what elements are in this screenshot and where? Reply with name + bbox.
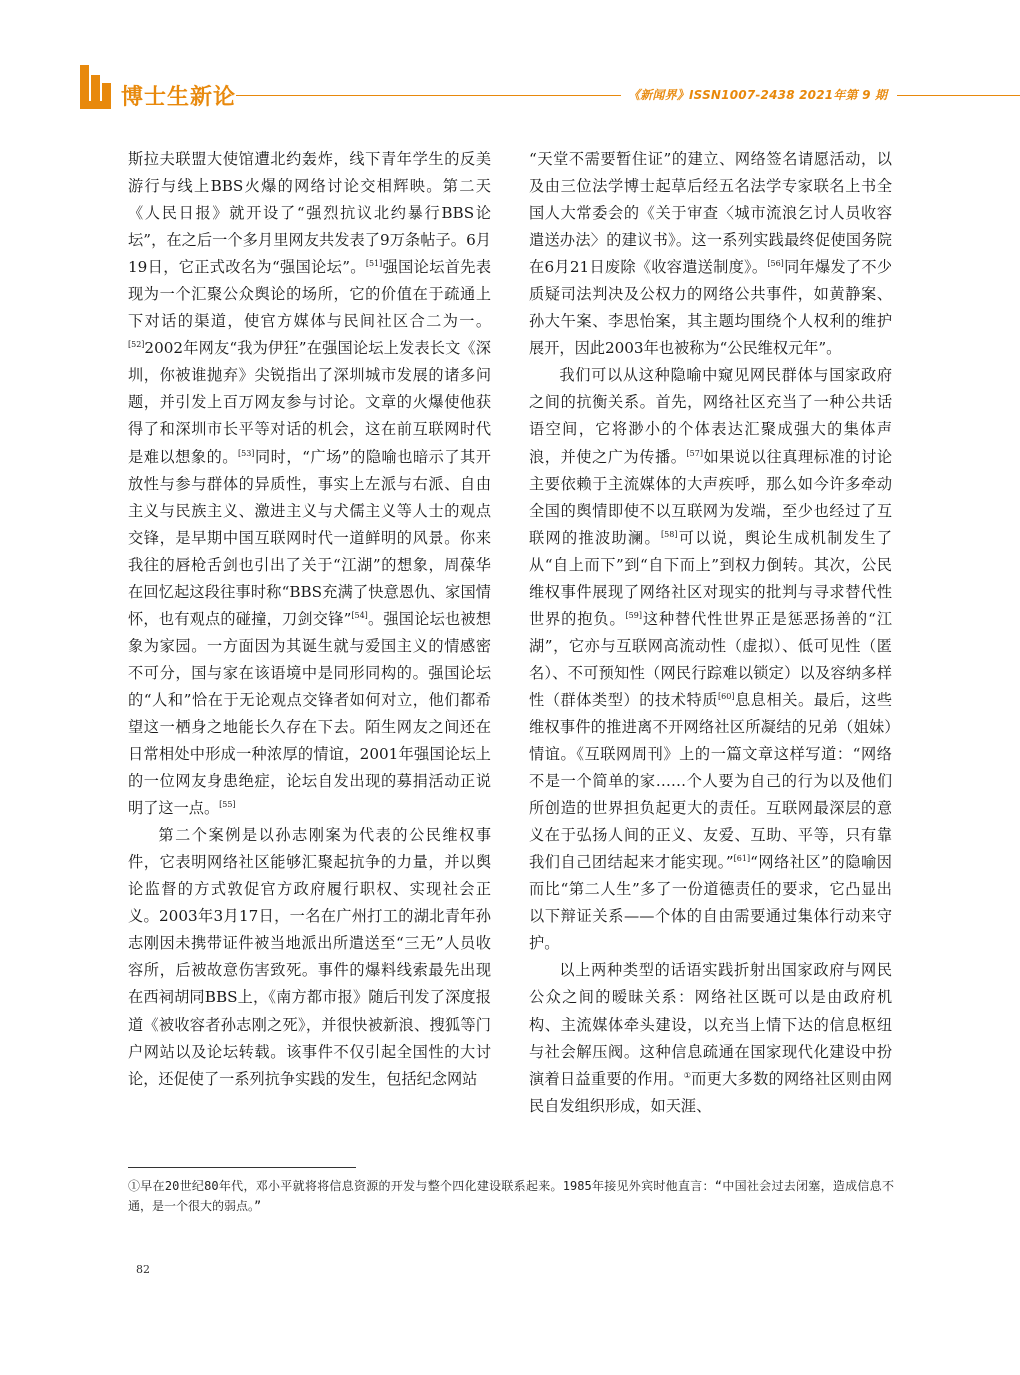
citation: [58] — [661, 529, 678, 539]
citation: [61] — [733, 854, 751, 864]
page-header — [0, 0, 1020, 130]
book-logo-icon — [80, 65, 112, 109]
citation: [56] — [767, 259, 784, 269]
left-column — [128, 146, 491, 1093]
citation: [59] — [625, 610, 642, 620]
header-rule-right — [897, 95, 1020, 96]
page-number: 82 — [136, 1263, 150, 1276]
citation: [52] — [128, 340, 145, 350]
paragraph: 斯拉夫联盟大使馆遭北约轰炸，线下青年学生的反美游行与线上BBS火爆的网络讨论交相辉映。第二天《人民日报》就开设了“强烈抗议北约暴行BBS论坛”，在之后一个多月里网友共发表了9万条帖子。6月19日，它正式改名为“强国论坛”。[51]强国论坛首先表现为一个汇聚公众舆论的场所，它的价值在于疏通上下对话的渠道，使官方媒体与民间社区合二为一。[52]2002年网友“我为伊狂”在强国论坛上发表长文《深圳，你被谁抛弃》尖锐指出了深圳城市发展的诸多问题，并引发上百万网友参与讨论。文章的火爆使他获得了和深圳市长平等对话的机会，这在前互联网时代是难以想象的。[53]同时，“广场”的隐喻也暗示了其开放性与参与群体的异质性，事实上左派与右派、自由主义与民族主义、激进主义与犬儒主义等人士的观点交锋，是早期中国互联网时代一道鲜明的风景。你来我往的唇枪舌剑也引出了关于“江湖”的想象，周葆华在回忆起这段往事时称“BBS充满了快意恩仇、家国情怀，也有观点的碰撞，刀剑交锋”[54]。强国论坛也被想象为家园。一方面因为其诞生就与爱国主义的情感密不可分，国与家在该语境中是同形同构的。强国论坛的“人和”恰在于无论观点交锋者如何对立，他们都希望这一栖身之地能长久存在下去。陌生网友之间还在日常相处中形成一种浓厚的情谊，2001年强国论坛上的一位网友身患绝症，论坛自发出现的募捐活动正说明了这一点。[55] — [128, 150, 492, 818]
citation: [54] — [351, 610, 368, 620]
paragraph: 第二个案例是以孙志刚案为代表的公民维权事件，它表明网络社区能够汇聚起抗争的力量，并以舆论监督的方式敦促官方政府履行职权、实现社会正义。2003年3月17日，一名在广州打工的湖北青年孙志刚因未携带证件被当地派出所遣送至“三无”人员收容所，后被故意伤害致死。事件的爆料线索最先出现在西祠胡同BBS上，《南方都市报》随后刊发了深度报道《被收容者孙志刚之死》，并很快被新浪、搜狐等门户网站以及论坛转载。该事件不仅引起全国性的大讨论，还促使了一系列抗争实践的发生，包括纪念网站 — [128, 826, 491, 1088]
right-column — [529, 146, 892, 1120]
footnote-rule — [128, 1167, 356, 1168]
journal-info: 《新闻界》ISSN1007-2438 2021年第 9 期 — [628, 88, 888, 102]
citation: [60] — [718, 691, 735, 701]
header-rule-left — [236, 95, 621, 96]
citation: [57] — [686, 448, 703, 458]
section-name: 博士生新论 — [121, 84, 237, 110]
paragraph: 我们可以从这种隐喻中窥见网民群体与国家政府之间的抗衡关系。首先，网络社区充当了一种公共话语空间，它将渺小的个体表达汇聚成强大的集体声浪，并使之广为传播。[57]如果说以往真理标准的讨论主要依赖于主流媒体的大声疾呼，那么如今许多牵动全国的舆情即使不以互联网为发端，至少也经过了互联网的推波助澜。[58]可以说，舆论生成机制发生了从“自上而下”到“自下而上”到权力倒转。其次，公民维权事件展现了网络社区对现实的批判与寻求替代性世界的抱负。[59]这种替代性世界正是惩恶扬善的“江湖”，它亦与互联网高流动性（虚拟）、低可见性（匿名）、不可预知性（网民行踪难以锁定）以及容纳多样性（群体类型）的技术特质[60]息息相关。最后，这些维权事件的推进离不开网络社区所凝结的兄弟（姐妹）情谊。《互联网周刊》上的一篇文章这样写道：“网络不是一个简单的家……个人要为自己的行为以及他们所创造的世界担负起更大的责任。互联网最深层的意义在于弘扬人间的正义、友爱、互助、平等，只有靠我们自己团结起来才能实现。”[61]“网络社区”的隐喻因而比“第二人生”多了一份道德责任的要求，它凸显出以下辩证关系——个体的自由需要通过集体行动来守护。 — [529, 366, 893, 953]
paragraph: “天堂不需要暂住证”的建立、网络签名请愿活动，以及由三位法学博士起草后经五名法学专家联名上书全国人大常委会的《关于审查〈城市流浪乞讨人员收容遣送办法〉的建议书》。这一系列实践最终促使国务院在6月21日废除《收容遣送制度》。[56]同年爆发了不少质疑司法判决及公权力的网络公共事件，如黄静案、孙大午案、李思怡案，其主题均围绕个人权利的维护展开，因此2003年也被称为“公民维权元年”。 — [529, 150, 893, 358]
footnote-ref: ① — [683, 1070, 692, 1080]
citation: [51] — [365, 259, 383, 269]
paragraph: 以上两种类型的话语实践折射出国家政府与网民公众之间的暧昧关系：网络社区既可以是由政府机构、主流媒体牵头建设，以充当上情下达的信息枢纽与社会解压阀。这种信息疏通在国家现代化建设中扮演着日益重要的作用。①而更大多数的网络社区则由网民自发组织形成，如天涯、 — [529, 961, 893, 1115]
citation: [55] — [219, 800, 236, 810]
footnote: ①早在20世纪80年代，邓小平就将将信息资源的开发与整个四化建设联系起来。1985年接见外宾时他直言：“中国社会过去闭塞，造成信息不通，是一个很大的弱点。” — [128, 1179, 894, 1213]
citation: [53] — [238, 448, 255, 458]
